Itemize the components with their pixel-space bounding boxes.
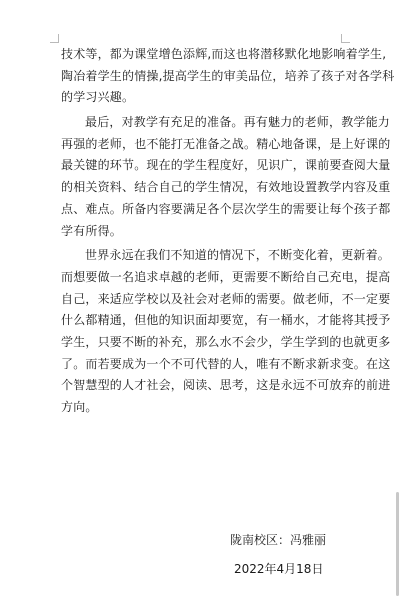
paragraph-line: 什么都精通，但他的知识面却要宽，有一桶水，才能将其授予 [61, 313, 391, 328]
document-body [61, 44, 395, 419]
signature-block [230, 530, 326, 579]
signature-author: 陇南校区：冯雅丽 [230, 533, 327, 547]
paragraph-line: 个智慧型的人才社会，阅读、思考，这是永远不可放弃的前进 [61, 378, 391, 393]
paragraph-line: 而想要做一名追求卓越的老师，更需要不断给自己充电，提高 [61, 269, 391, 284]
paragraph-line: 世界永远在我们不知道的情况下，不断变化着，更新着。 [85, 248, 391, 263]
paragraph-line: 点、难点。所备内容要满足各个层次学生的需要让每个孩子都 [61, 201, 391, 216]
paragraph-line: 的学习兴趣。 [61, 90, 135, 105]
paragraph-line: 最后，对教学有充足的准备。再有魅力的老师，教学能力 [85, 115, 391, 130]
paragraph-line: 最关键的环节。现在的学生程度好，见识广，课前要查阅大量 [61, 158, 391, 173]
paragraph-line: 的相关资料、结合自己的学生情况，有效地设置教学内容及重 [61, 180, 391, 195]
paragraph-line: 方向。 [61, 400, 98, 414]
page-corner-mark-top-left [50, 34, 59, 43]
paragraph-line: 再强的老师，也不能打无准备之战。精心地备课，是上好课的 [61, 136, 391, 151]
page-corner-mark-top-right [341, 34, 350, 43]
paragraph-2 [61, 112, 391, 242]
paragraph-line: 学生，只要不断的补充，那么水不会少，学生学到的也就更多 [61, 334, 391, 349]
paragraph-line: 陶冶着学生的情操,提高学生的审美品位，培养了孩子对各学科 [61, 68, 395, 83]
vertical-scrollbar[interactable] [394, 0, 400, 600]
scrollbar-thumb[interactable] [396, 492, 399, 596]
signature-date: 2022年4月18日 [234, 562, 324, 576]
paragraph-line: 技术等，都为课堂增色添辉,而这也将潜移默化地影响着学生, [61, 47, 387, 61]
paragraph-line: 自己，来适应学校以及社会对老师的需要。做老师，不一定要 [61, 291, 391, 306]
paragraph-line: 了。而若要成为一个不可代替的人，唯有不断求新求变。在这 [61, 356, 391, 371]
paragraph-1 [61, 44, 395, 109]
paragraph-3 [61, 245, 391, 419]
paragraph-line: 学有所得。 [61, 223, 123, 238]
